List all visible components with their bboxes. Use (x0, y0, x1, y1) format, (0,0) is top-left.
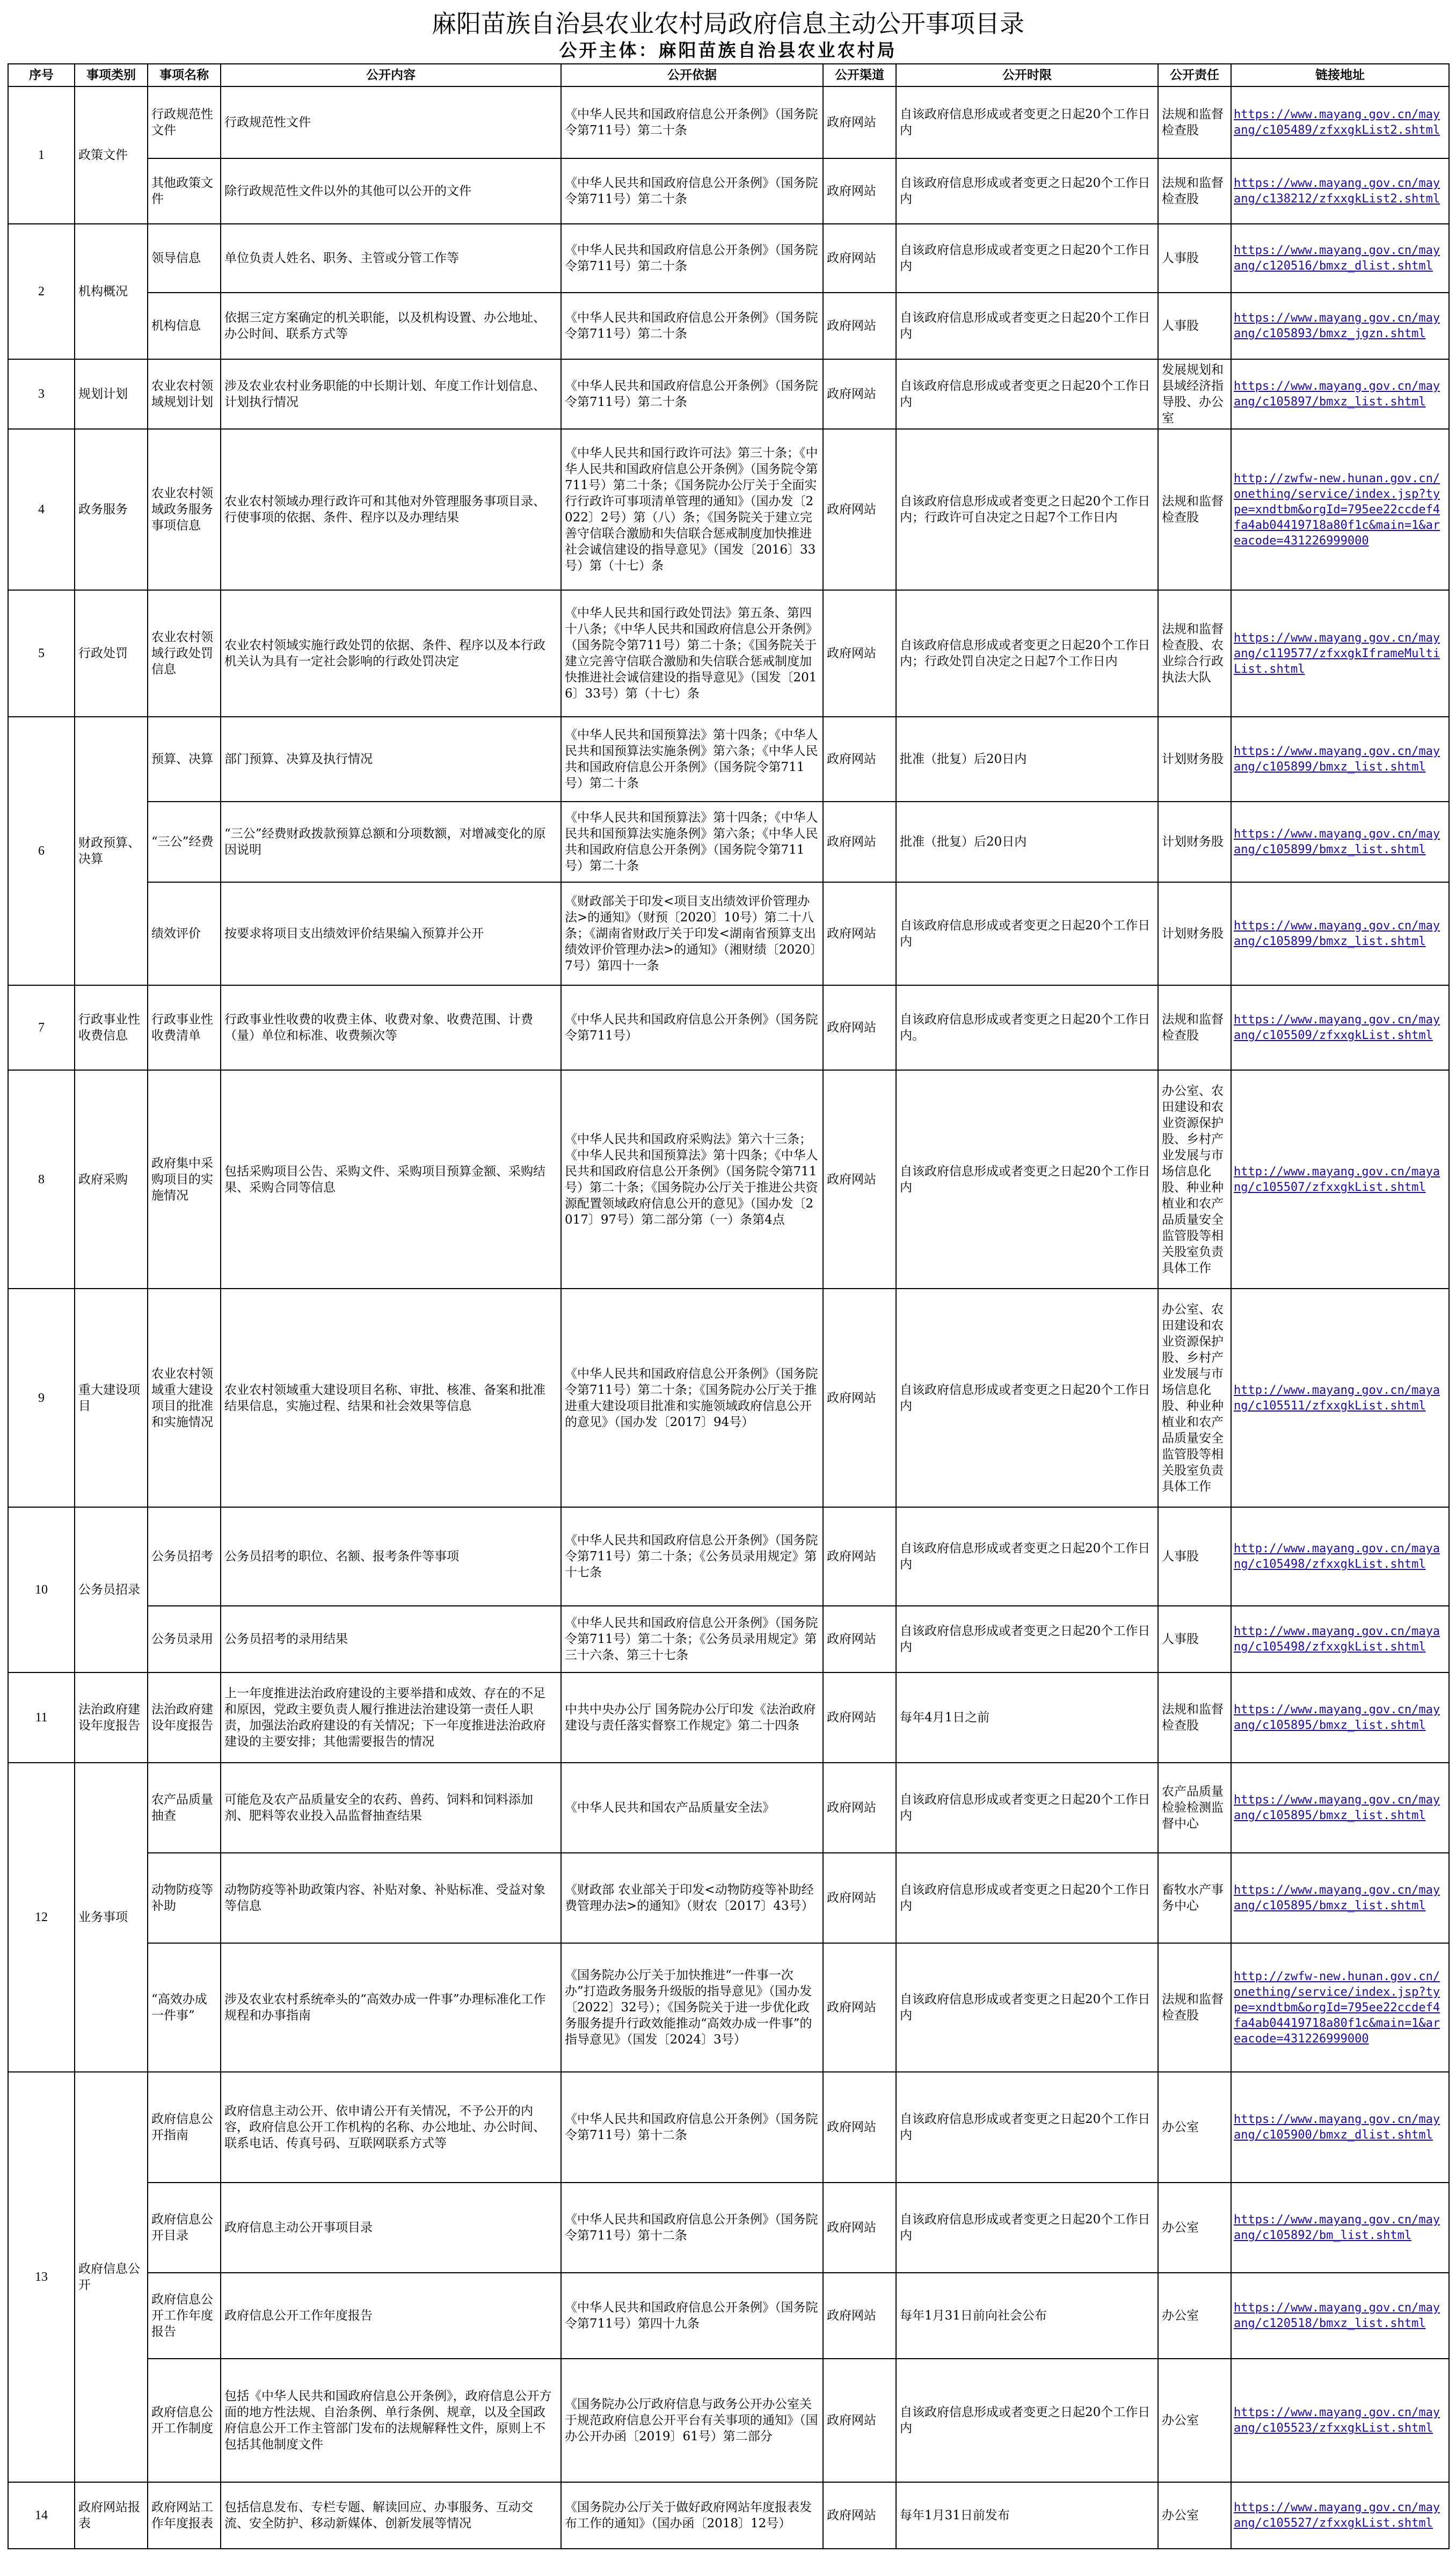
owner-cell: 人事股 (1158, 224, 1231, 293)
channel-cell: 政府网站 (823, 1672, 896, 1763)
table-row (8, 293, 1449, 359)
basis-cell: 《中华人民共和国政府信息公开条例》（国务院令第711号） (561, 985, 823, 1070)
basis-cell: 《中华人民共和国政府信息公开条例》（国务院令第711号）第二十条；《公务员录用规定》第十七条 (561, 1507, 823, 1606)
channel-cell: 政府网站 (823, 2183, 896, 2273)
table-row (8, 802, 1449, 882)
content-cell: 涉及农业农村系统牵头的“高效办成一件事”办理标准化工作规程和办事指南 (221, 1943, 561, 2072)
row-number: 1 (8, 86, 75, 224)
item-name-cell: 绩效评价 (148, 882, 221, 985)
link-url[interactable]: http://www.mayang.gov.cn/mayang/c105498/zfxxgkList.shtml (1234, 1542, 1440, 1571)
link-url[interactable]: https://www.mayang.gov.cn/mayang/c105893/bmxz_jgzn.shtml (1234, 311, 1440, 340)
owner-cell: 办公室 (1158, 2183, 1231, 2273)
basis-cell: 《国务院办公厅关于做好政府网站年度报表发布工作的通知》（国办函〔2018〕12号） (561, 2482, 823, 2549)
row-number: 14 (8, 2482, 75, 2549)
link-cell (1231, 1070, 1449, 1289)
link-url[interactable]: https://www.mayang.gov.cn/mayang/c105899/bmxz_list.shtml (1234, 827, 1440, 856)
channel-cell: 政府网站 (823, 1289, 896, 1507)
owner-cell: 法规和监督检查股 (1158, 429, 1231, 590)
category-cell: 重大建设项目 (75, 1289, 148, 1507)
table-row (8, 717, 1449, 802)
content-cell: 上一年度推进法治政府建设的主要举措和成效、存在的不足和原因，党政主要负责人履行推进法治建设第一责任人职责，加强法治政府建设的有关情况；下一年度推进法治政府建设的主要安排；其他需要报告的情况 (221, 1672, 561, 1763)
item-name-cell: 政府信息公开目录 (148, 2183, 221, 2273)
deadline-cell: 自该政府信息形成或者变更之日起20个工作日内 (896, 882, 1158, 985)
owner-cell: 办公室、农田建设和农业资源保护股、乡村产业发展与市场信息化股、种业种植业和农产品质量安全监管股等相关股室负责具体工作 (1158, 1070, 1231, 1289)
row-number: 5 (8, 590, 75, 717)
disclosure-catalog-table (8, 63, 1450, 2549)
basis-cell: 《中华人民共和国农产品质量安全法》 (561, 1763, 823, 1853)
owner-cell: 法规和监督检查股 (1158, 1672, 1231, 1763)
channel-cell: 政府网站 (823, 2482, 896, 2549)
table-row (8, 1289, 1449, 1507)
document-title: 麻阳苗族自治县农业农村局政府信息主动公开事项目录 (432, 9, 1024, 38)
owner-cell: 法规和监督检查股 (1158, 1943, 1231, 2072)
link-cell (1231, 293, 1449, 359)
owner-cell: 人事股 (1158, 1507, 1231, 1606)
content-cell: 农业农村领域重大建设项目名称、审批、核准、备案和批准结果信息，实施过程、结果和社会效果等信息 (221, 1289, 561, 1507)
basis-cell: 《中华人民共和国政府信息公开条例》（国务院令第711号）第二十条 (561, 86, 823, 158)
basis-cell: 《中华人民共和国政府采购法》第六十三条；《中华人民共和国预算法》第十四条；《中华人民共和国政府信息公开条例》（国务院令第711号）第二十条；《国务院办公厅关于推进公共资源配置领域政府信息公开的意见》（国办发〔2017〕97号）第二部分第（一）条第4点 (561, 1070, 823, 1289)
link-cell (1231, 2183, 1449, 2273)
item-name-cell: 领导信息 (148, 224, 221, 293)
deadline-cell: 自该政府信息形成或者变更之日起20个工作日内；行政许可自决定之日起7个工作日内 (896, 429, 1158, 590)
link-url[interactable]: https://www.mayang.gov.cn/mayang/c120518/bmxz_list.shtml (1234, 2301, 1440, 2330)
header-item-name: 事项名称 (148, 64, 221, 86)
channel-cell: 政府网站 (823, 2072, 896, 2183)
row-number: 2 (8, 224, 75, 359)
table-row (8, 359, 1449, 429)
basis-cell: 中共中央办公厅 国务院办公厅印发《法治政府建设与责任落实督察工作规定》第二十四条 (561, 1672, 823, 1763)
category-cell: 业务事项 (75, 1763, 148, 2072)
row-number: 6 (8, 717, 75, 985)
table-row (8, 1763, 1449, 1853)
table-row (8, 1943, 1449, 2072)
link-cell (1231, 1289, 1449, 1507)
channel-cell: 政府网站 (823, 802, 896, 882)
content-cell: 动物防疫等补助政策内容、补贴对象、补贴标准、受益对象等信息 (221, 1853, 561, 1943)
item-name-cell: 法治政府建设年度报告 (148, 1672, 221, 1763)
link-url[interactable]: https://www.mayang.gov.cn/mayang/c119577/zfxxgkIframeMultiList.shtml (1234, 631, 1440, 676)
row-number: 11 (8, 1672, 75, 1763)
row-number: 9 (8, 1289, 75, 1507)
basis-cell: 《中华人民共和国预算法》第十四条；《中华人民共和国预算法实施条例》第六条；《中华人民共和国政府信息公开条例》（国务院令第711号）第二十条 (561, 802, 823, 882)
header-row (8, 64, 1449, 86)
item-name-cell: 预算、决算 (148, 717, 221, 802)
row-number: 3 (8, 359, 75, 429)
owner-cell: 法规和监督检查股 (1158, 158, 1231, 224)
table-row (8, 429, 1449, 590)
content-cell: 涉及农业农村业务职能的中长期计划、年度工作计划信息、计划执行情况 (221, 359, 561, 429)
link-cell (1231, 1507, 1449, 1606)
basis-cell: 《财政部 农业部关于印发<动物防疫等补助经费管理办法>的通知》（财农〔2017〕43号） (561, 1853, 823, 1943)
link-cell (1231, 86, 1449, 158)
deadline-cell: 自该政府信息形成或者变更之日起20个工作日内 (896, 1606, 1158, 1672)
owner-cell: 办公室 (1158, 2359, 1231, 2482)
item-name-cell: 政府信息公开指南 (148, 2072, 221, 2183)
category-cell: 规划计划 (75, 359, 148, 429)
channel-cell: 政府网站 (823, 2359, 896, 2482)
link-url[interactable]: https://www.mayang.gov.cn/mayang/c105892/bm_list.shtml (1234, 2213, 1440, 2242)
owner-cell: 办公室 (1158, 2482, 1231, 2549)
item-name-cell: 农产品质量抽查 (148, 1763, 221, 1853)
channel-cell: 政府网站 (823, 1763, 896, 1853)
basis-cell: 《中华人民共和国政府信息公开条例》（国务院令第711号）第十二条 (561, 2072, 823, 2183)
table-header (8, 64, 1449, 86)
channel-cell: 政府网站 (823, 1853, 896, 1943)
link-cell (1231, 985, 1449, 1070)
content-cell: 单位负责人姓名、职务、主管或分管工作等 (221, 224, 561, 293)
category-cell: 财政预算、决算 (75, 717, 148, 985)
header-content: 公开内容 (221, 64, 561, 86)
deadline-cell: 自该政府信息形成或者变更之日起20个工作日内 (896, 1763, 1158, 1853)
link-url[interactable]: https://www.mayang.gov.cn/mayang/c105899/bmxz_list.shtml (1234, 745, 1440, 774)
link-url[interactable]: https://www.mayang.gov.cn/mayang/c105899/bmxz_list.shtml (1234, 919, 1440, 948)
category-cell: 政府网站报表 (75, 2482, 148, 2549)
item-name-cell: 农业农村领域规划计划 (148, 359, 221, 429)
link-cell (1231, 1606, 1449, 1672)
link-url[interactable]: https://www.mayang.gov.cn/mayang/c105523/zfxxgkList.shtml (1234, 2406, 1440, 2435)
owner-cell: 办公室、农田建设和农业资源保护股、乡村产业发展与市场信息化股、种业种植业和农产品质量安全监管股等相关股室负责具体工作 (1158, 1289, 1231, 1507)
header-owner: 公开责任 (1158, 64, 1231, 86)
table-row (8, 2072, 1449, 2183)
table-row (8, 1507, 1449, 1606)
deadline-cell: 自该政府信息形成或者变更之日起20个工作日内 (896, 1853, 1158, 1943)
basis-cell: 《中华人民共和国政府信息公开条例》（国务院令第711号）第二十条；《公务员录用规定》第三十六条、第三十七条 (561, 1606, 823, 1672)
item-name-cell: “高效办成一件事” (148, 1943, 221, 2072)
basis-cell: 《中华人民共和国政府信息公开条例》（国务院令第711号）第二十条 (561, 359, 823, 429)
row-number: 13 (8, 2072, 75, 2482)
link-cell (1231, 2359, 1449, 2482)
link-cell (1231, 590, 1449, 717)
link-cell (1231, 1853, 1449, 1943)
row-number: 8 (8, 1070, 75, 1289)
item-name-cell: 行政规范性文件 (148, 86, 221, 158)
deadline-cell: 每年1月31日前向社会公布 (896, 2273, 1158, 2359)
category-cell: 行政处罚 (75, 590, 148, 717)
header-no: 序号 (8, 64, 75, 86)
basis-cell: 《财政部关于印发<项目支出绩效评价管理办法>的通知》（财预〔2020〕10号）第二十八条；《湖南省财政厅关于印发<湖南省预算支出绩效评价管理办法>的通知》（湘财绩〔2020〕7号）第四十一条 (561, 882, 823, 985)
link-cell (1231, 429, 1449, 590)
header-link: 链接地址 (1231, 64, 1449, 86)
link-cell (1231, 2072, 1449, 2183)
item-name-cell: 政府集中采购项目的实施情况 (148, 1070, 221, 1289)
item-name-cell: 机构信息 (148, 293, 221, 359)
link-url[interactable]: https://www.mayang.gov.cn/mayang/c138212/zfxxgkList2.shtml (1234, 177, 1440, 206)
basis-cell: 《中华人民共和国政府信息公开条例》（国务院令第711号）第二十条；《国务院办公厅关于推进重大建设项目批准和实施领域政府信息公开的意见》（国办发〔2017〕94号） (561, 1289, 823, 1507)
table-row (8, 224, 1449, 293)
content-cell: 行政规范性文件 (221, 86, 561, 158)
owner-cell: 计划财务股 (1158, 802, 1231, 882)
table-row (8, 2482, 1449, 2549)
channel-cell: 政府网站 (823, 1606, 896, 1672)
content-cell: 依据三定方案确定的机关职能，以及机构设置、办公地址、办公时间、联系方式等 (221, 293, 561, 359)
content-cell: 政府信息主动公开事项目录 (221, 2183, 561, 2273)
basis-cell: 《中华人民共和国政府信息公开条例》（国务院令第711号）第二十条 (561, 293, 823, 359)
link-url[interactable]: https://www.mayang.gov.cn/mayang/c105895/bmxz_list.shtml (1234, 1793, 1440, 1822)
basis-cell: 《中华人民共和国行政处罚法》第五条、第四十八条；《中华人民共和国政府信息公开条例》（国务院令第711号）第二十条；《国务院关于建立完善守信联合激励和失信联合惩戒制度加快推进社会诚信建设的指导意见》（国发〔2016〕33号）第（十七）条 (561, 590, 823, 717)
content-cell: 部门预算、决算及执行情况 (221, 717, 561, 802)
item-name-cell: “三公”经费 (148, 802, 221, 882)
row-number: 10 (8, 1507, 75, 1672)
deadline-cell: 自该政府信息形成或者变更之日起20个工作日内 (896, 1070, 1158, 1289)
table-row (8, 2359, 1449, 2482)
owner-cell: 法规和监督检查股、农业综合行政执法大队 (1158, 590, 1231, 717)
owner-cell: 农产品质量检验检测监督中心 (1158, 1763, 1231, 1853)
basis-cell: 《国务院办公厅关于加快推进“一件事一次办”打造政务服务升级版的指导意见》（国办发〔2022〕32号）；《国务院关于进一步优化政务服务提升行政效能推动“高效办成一件事”的指导意见》（国发〔2024〕3号） (561, 1943, 823, 2072)
row-number: 12 (8, 1763, 75, 2072)
link-url[interactable]: https://www.mayang.gov.cn/mayang/c105900/bmxz_dlist.shtml (1234, 2113, 1440, 2142)
deadline-cell: 批准（批复）后20日内 (896, 717, 1158, 802)
owner-cell: 法规和监督检查股 (1158, 985, 1231, 1070)
table-row (8, 882, 1449, 985)
owner-cell: 办公室 (1158, 2273, 1231, 2359)
row-number: 4 (8, 429, 75, 590)
table-row (8, 1672, 1449, 1763)
category-cell: 行政事业性收费信息 (75, 985, 148, 1070)
item-name-cell: 其他政策文件 (148, 158, 221, 224)
item-name-cell: 公务员录用 (148, 1606, 221, 1672)
owner-cell: 人事股 (1158, 293, 1231, 359)
deadline-cell: 自该政府信息形成或者变更之日起20个工作日内 (896, 224, 1158, 293)
basis-cell: 《中华人民共和国政府信息公开条例》（国务院令第711号）第二十条 (561, 224, 823, 293)
category-cell: 法治政府建设年度报告 (75, 1672, 148, 1763)
header-category: 事项类别 (75, 64, 148, 86)
link-url[interactable]: https://www.mayang.gov.cn/mayang/c105509/zfxxgkList.shtml (1234, 1013, 1440, 1042)
table-row (8, 2273, 1449, 2359)
content-cell: 农业农村领域实施行政处罚的依据、条件、程序以及本行政机关认为具有一定社会影响的行政处罚决定 (221, 590, 561, 717)
link-url[interactable]: http://zwfw-new.hunan.gov.cn/onething/service/index.jsp?type=xndtbm&orgId=795ee22ccdef4fa4ab04419718a80f1c&main=1&areacode=431226999000 (1234, 471, 1440, 548)
deadline-cell: 自该政府信息形成或者变更之日起20个工作日内 (896, 2072, 1158, 2183)
table-row (8, 590, 1449, 717)
link-cell (1231, 1763, 1449, 1853)
deadline-cell: 自该政府信息形成或者变更之日起20个工作日内 (896, 359, 1158, 429)
deadline-cell: 自该政府信息形成或者变更之日起20个工作日内 (896, 86, 1158, 158)
link-cell (1231, 359, 1449, 429)
basis-cell: 《国务院办公厅政府信息与政务公开办公室关于规范政府信息公开平台有关事项的通知》（国办公开办函〔2019〕61号）第二部分 (561, 2359, 823, 2482)
basis-cell: 《中华人民共和国预算法》第十四条；《中华人民共和国预算法实施条例》第六条；《中华人民共和国政府信息公开条例》（国务院令第711号）第二十条 (561, 717, 823, 802)
content-cell: 公务员招考的职位、名额、报考条件等事项 (221, 1507, 561, 1606)
link-cell (1231, 2273, 1449, 2359)
deadline-cell: 自该政府信息形成或者变更之日起20个工作日内 (896, 2183, 1158, 2273)
owner-cell: 畜牧水产事务中心 (1158, 1853, 1231, 1943)
owner-cell: 发展规划和县域经济指导股、办公室 (1158, 359, 1231, 429)
basis-cell: 《中华人民共和国政府信息公开条例》（国务院令第711号）第二十条 (561, 158, 823, 224)
item-name-cell: 行政事业性收费清单 (148, 985, 221, 1070)
link-cell (1231, 2482, 1449, 2549)
category-cell: 政府采购 (75, 1070, 148, 1289)
owner-cell: 办公室 (1158, 2072, 1231, 2183)
link-cell (1231, 882, 1449, 985)
link-url[interactable]: https://www.mayang.gov.cn/mayang/c105895/bmxz_list.shtml (1234, 1883, 1440, 1912)
basis-cell: 《中华人民共和国行政许可法》第三十条；《中华人民共和国政府信息公开条例》（国务院令第711号）第二十条；《国务院办公厅关于全面实行行政许可事项清单管理的通知》（国办发〔2022〕2号）第（八）条；《国务院关于建立完善守信联合激励和失信联合惩戒制度加快推进社会诚信建设的指导意见》（国发〔2016〕33号）第（十七）条 (561, 429, 823, 590)
item-name-cell: 动物防疫等补助 (148, 1853, 221, 1943)
channel-cell: 政府网站 (823, 429, 896, 590)
content-cell: 按要求将项目支出绩效评价结果编入预算并公开 (221, 882, 561, 985)
owner-cell: 计划财务股 (1158, 882, 1231, 985)
link-cell (1231, 158, 1449, 224)
content-cell: 除行政规范性文件以外的其他可以公开的文件 (221, 158, 561, 224)
item-name-cell: 政府网站工作年度报表 (148, 2482, 221, 2549)
category-cell: 公务员招录 (75, 1507, 148, 1672)
basis-cell: 《中华人民共和国政府信息公开条例》（国务院令第711号）第十二条 (561, 2183, 823, 2273)
link-url[interactable]: https://www.mayang.gov.cn/mayang/c105897/bmxz_list.shtml (1234, 380, 1440, 409)
channel-cell: 政府网站 (823, 1070, 896, 1289)
content-cell: 行政事业性收费的收费主体、收费对象、收费范围、计费（量）单位和标准、收费频次等 (221, 985, 561, 1070)
table-body (8, 86, 1449, 2549)
category-cell: 政务服务 (75, 429, 148, 590)
item-name-cell: 农业农村领域行政处罚信息 (148, 590, 221, 717)
channel-cell: 政府网站 (823, 359, 896, 429)
link-cell (1231, 224, 1449, 293)
deadline-cell: 每年4月1日之前 (896, 1672, 1158, 1763)
row-number: 7 (8, 985, 75, 1070)
content-cell: 包括《中华人民共和国政府信息公开条例》，政府信息公开方面的地方性法规、自治条例、单行条例、规章，以及全国政府信息公开工作主管部门发布的法规解释性文件，原则上不包括其他制度文件 (221, 2359, 561, 2482)
link-cell (1231, 802, 1449, 882)
link-url[interactable]: https://www.mayang.gov.cn/mayang/c120516/bmxz_dlist.shtml (1234, 244, 1440, 273)
link-url[interactable]: https://www.mayang.gov.cn/mayang/c105895/bmxz_list.shtml (1234, 1703, 1440, 1732)
deadline-cell: 自该政府信息形成或者变更之日起20个工作日内。 (896, 985, 1158, 1070)
owner-cell: 人事股 (1158, 1606, 1231, 1672)
header-basis: 公开依据 (561, 64, 823, 86)
link-cell (1231, 717, 1449, 802)
table-row (8, 158, 1449, 224)
table-row (8, 1853, 1449, 1943)
content-cell: 农业农村领域办理行政许可和其他对外管理服务事项目录、行使事项的依据、条件、程序以及办理结果 (221, 429, 561, 590)
link-cell (1231, 1943, 1449, 2072)
link-url[interactable]: https://www.mayang.gov.cn/mayang/c105489/zfxxgkList2.shtml (1234, 108, 1440, 137)
content-cell: “三公”经费财政拨款预算总额和分项数额，对增减变化的原因说明 (221, 802, 561, 882)
category-cell: 政策文件 (75, 86, 148, 224)
channel-cell: 政府网站 (823, 293, 896, 359)
category-cell: 机构概况 (75, 224, 148, 359)
deadline-cell: 自该政府信息形成或者变更之日起20个工作日内 (896, 1507, 1158, 1606)
owner-cell: 计划财务股 (1158, 717, 1231, 802)
link-url[interactable]: https://www.mayang.gov.cn/mayang/c105527/zfxxgkList.shtml (1234, 2501, 1440, 2530)
header-deadline: 公开时限 (896, 64, 1158, 86)
link-url[interactable]: http://www.mayang.gov.cn/mayang/c105511/zfxxgkList.shtml (1234, 1383, 1440, 1413)
channel-cell: 政府网站 (823, 1507, 896, 1606)
channel-cell: 政府网站 (823, 158, 896, 224)
content-cell: 公务员招考的录用结果 (221, 1606, 561, 1672)
channel-cell: 政府网站 (823, 2273, 896, 2359)
channel-cell: 政府网站 (823, 985, 896, 1070)
table-row (8, 2183, 1449, 2273)
table-row (8, 86, 1449, 158)
channel-cell: 政府网站 (823, 224, 896, 293)
item-name-cell: 政府信息公开工作年度报告 (148, 2273, 221, 2359)
owner-cell: 法规和监督检查股 (1158, 86, 1231, 158)
deadline-cell: 自该政府信息形成或者变更之日起20个工作日内 (896, 1289, 1158, 1507)
channel-cell: 政府网站 (823, 590, 896, 717)
item-name-cell: 公务员招考 (148, 1507, 221, 1606)
content-cell: 可能危及农产品质量安全的农药、兽药、饲料和饲料添加剂、肥料等农业投入品监督抽查结果 (221, 1763, 561, 1853)
channel-cell: 政府网站 (823, 717, 896, 802)
content-cell: 政府信息主动公开、依申请公开有关情况，不予公开的内容，政府信息公开工作机构的名称、办公地址、办公时间、联系电话、传真号码、互联网联系方式等 (221, 2072, 561, 2183)
link-cell (1231, 1672, 1449, 1763)
item-name-cell: 农业农村领域政务服务事项信息 (148, 429, 221, 590)
link-url[interactable]: http://zwfw-new.hunan.gov.cn/onething/service/index.jsp?type=xndtbm&orgId=795ee22ccdef4fa4ab04419718a80f1c&main=1&areacode=431226999000 (1234, 1969, 1440, 2046)
deadline-cell: 批准（批复）后20日内 (896, 802, 1158, 882)
deadline-cell: 自该政府信息形成或者变更之日起20个工作日内；行政处罚自决定之日起7个工作日内 (896, 590, 1158, 717)
content-cell: 包括信息发布、专栏专题、解读回应、办事服务、互动交流、安全防护、移动新媒体、创新发展等情况 (221, 2482, 561, 2549)
deadline-cell: 自该政府信息形成或者变更之日起20个工作日内 (896, 2359, 1158, 2482)
content-cell: 包括采购项目公告、采购文件、采购项目预算金额、采购结果、采购合同等信息 (221, 1070, 561, 1289)
link-url[interactable]: http://www.mayang.gov.cn/mayang/c105507/zfxxgkList.shtml (1234, 1165, 1440, 1194)
item-name-cell: 农业农村领域重大建设项目的批准和实施情况 (148, 1289, 221, 1507)
link-url[interactable]: http://www.mayang.gov.cn/mayang/c105498/zfxxgkList.shtml (1234, 1625, 1440, 1654)
basis-cell: 《中华人民共和国政府信息公开条例》（国务院令第711号）第四十九条 (561, 2273, 823, 2359)
header-channel: 公开渠道 (823, 64, 896, 86)
content-cell: 政府信息公开工作年度报告 (221, 2273, 561, 2359)
document-subtitle: 公开主体：麻阳苗族自治县农业农村局 (559, 40, 897, 61)
deadline-cell: 自该政府信息形成或者变更之日起20个工作日内 (896, 293, 1158, 359)
deadline-cell: 每年1月31日前发布 (896, 2482, 1158, 2549)
deadline-cell: 自该政府信息形成或者变更之日起20个工作日内 (896, 158, 1158, 224)
table-row (8, 985, 1449, 1070)
channel-cell: 政府网站 (823, 1943, 896, 2072)
table-row (8, 1606, 1449, 1672)
category-cell: 政府信息公开 (75, 2072, 148, 2482)
item-name-cell: 政府信息公开工作制度 (148, 2359, 221, 2482)
channel-cell: 政府网站 (823, 86, 896, 158)
deadline-cell: 自该政府信息形成或者变更之日起20个工作日内 (896, 1943, 1158, 2072)
channel-cell: 政府网站 (823, 882, 896, 985)
table-row (8, 1070, 1449, 1289)
